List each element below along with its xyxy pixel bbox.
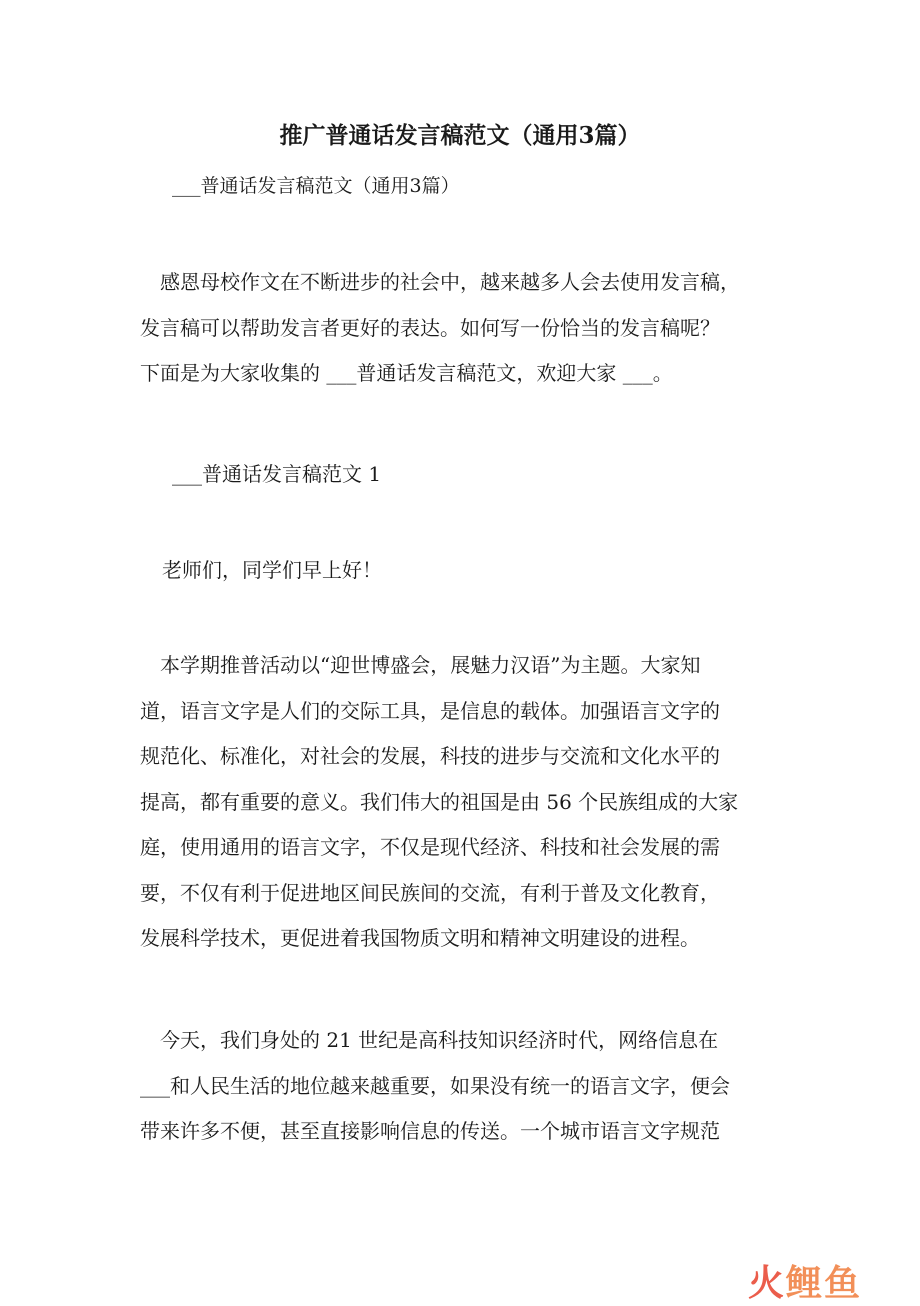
- paragraph-line: 感恩母校作文在不断进步的社会中，越来越多人会去使用发言稿，: [140, 270, 740, 294]
- watermark-logo-part: 火: [748, 1262, 787, 1304]
- document-subtitle: ___普通话发言稿范文（通用3篇）: [172, 175, 460, 197]
- paragraph-line: 下面是为大家收集的 ___普通话发言稿范文，欢迎大家 ___。: [140, 361, 673, 385]
- paragraph-line: 道，语言文字是人们的交际工具，是信息的载体。加强语言文字的: [140, 698, 720, 723]
- paragraph-line: 发言稿可以帮助发言者更好的表达。如何写一份恰当的发言稿呢？: [140, 315, 720, 340]
- section-heading: ___普通话发言稿范文 1: [172, 462, 382, 486]
- document-title: 推广普通话发言稿范文（通用3篇）: [279, 122, 641, 149]
- intro-paragraph: [140, 260, 740, 397]
- watermark-logo-part: 鲤鱼: [786, 1262, 863, 1304]
- body-paragraph-2: [140, 1018, 730, 1155]
- paragraph-line: 本学期推普活动以“迎世博盛会，展魅力汉语”为主题。大家知: [140, 653, 701, 677]
- paragraph-line: 提高，都有重要的意义。我们伟大的祖国是由 56 个民族组成的大家: [140, 789, 739, 814]
- paragraph-line: ___和人民生活的地位越来越重要，如果没有统一的语言文字，便会: [140, 1073, 730, 1098]
- watermark-logo: [748, 1258, 862, 1302]
- paragraph-line: 今天，我们身处的 21 世纪是高科技知识经济时代，网络信息在: [140, 1028, 719, 1052]
- body-paragraph-1: [140, 643, 738, 962]
- paragraph-line: 规范化、标准化，对社会的发展，科技的进步与交流和文化水平的: [140, 744, 720, 768]
- paragraph-line: 发展科学技术，更促进着我国物质文明和精神文明建设的进程。: [140, 926, 700, 950]
- paragraph-line: 要，不仅有利于促进地区间民族间的交流，有利于普及文化教育，: [140, 880, 720, 905]
- paragraph-line: 带来许多不便，甚至直接影响信息的传送。一个城市语言文字规范: [140, 1119, 720, 1143]
- greeting: 老师们，同学们早上好！: [162, 558, 382, 582]
- paragraph-line: 庭，使用通用的语言文字，不仅是现代经济、科技和社会发展的需: [140, 835, 720, 859]
